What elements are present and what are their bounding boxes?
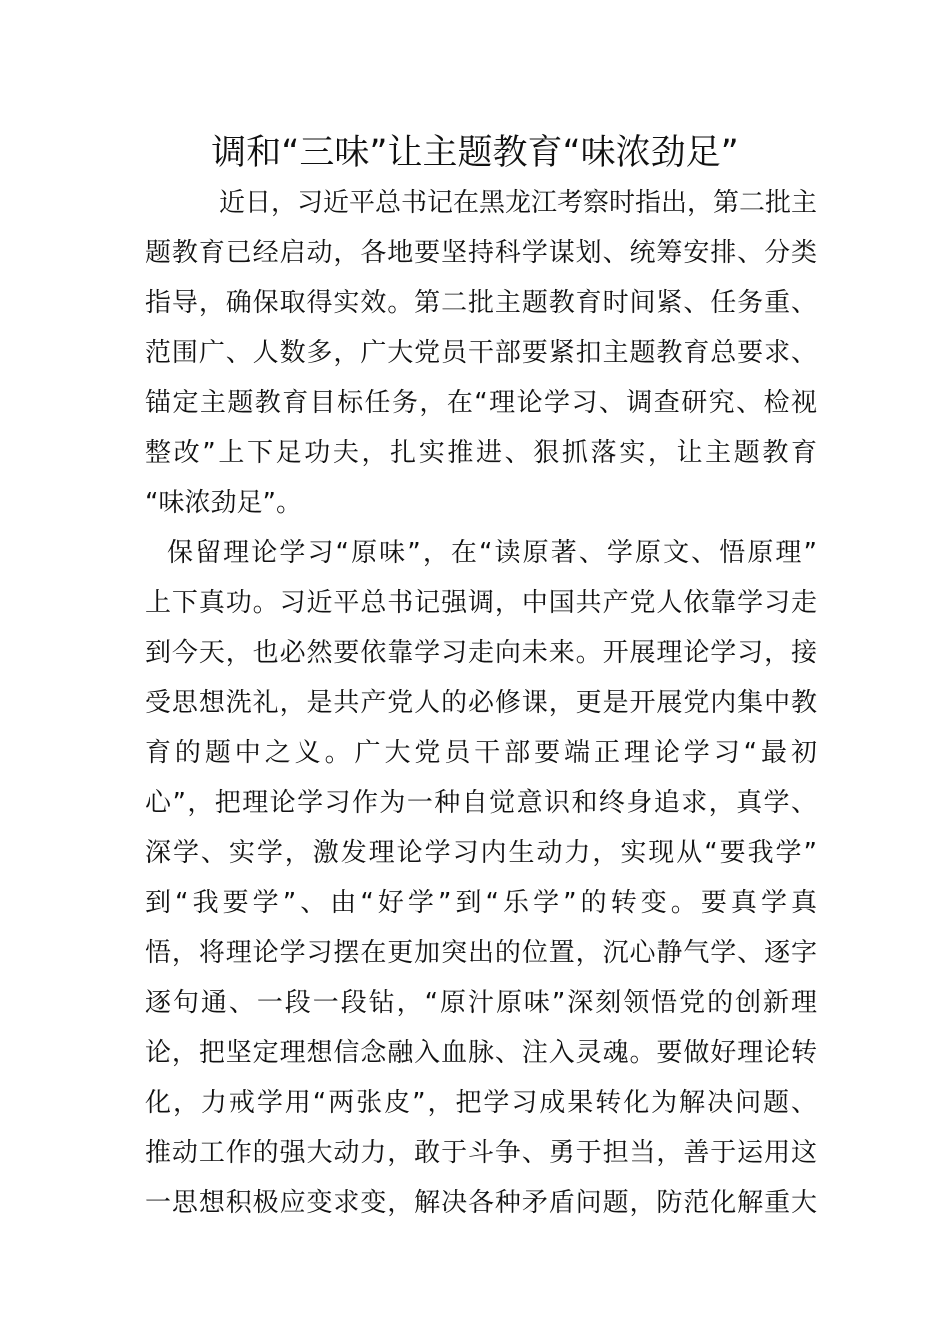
- text-line: 锚定主题教育目标任务，在“理论学习、调查研究、检视: [145, 388, 817, 418]
- text-line: 近日，习近平总书记在黑龙江考察时指出，第二批主: [219, 188, 818, 218]
- text-line: 指导，确保取得实效。第二批主题教育时间紧、任务重、: [145, 288, 817, 318]
- document-title: 调和“三味”让主题教育“味浓劲足”: [211, 133, 739, 173]
- text-line: 到“我要学”、由“好学”到“乐学”的转变。要真学真: [145, 888, 817, 918]
- text-line: 化，力戒学用“两张皮”，把学习成果转化为解决问题、: [145, 1088, 817, 1118]
- text-line: 心”，把理论学习作为一种自觉意识和终身追求，真学、: [145, 788, 817, 818]
- text-line: 保留理论学习“原味”，在“读原著、学原文、悟原理”: [167, 538, 817, 568]
- text-line: 悟，将理论学习摆在更加突出的位置，沉心静气学、逐字: [145, 938, 817, 968]
- text-line: “味浓劲足”。: [145, 488, 302, 518]
- text-line: 受思想洗礼，是共产党人的必修课，更是开展党内集中教: [145, 688, 817, 718]
- text-line: 题教育已经启动，各地要坚持科学谋划、统筹安排、分类: [145, 238, 817, 268]
- text-line: 整改”上下足功夫，扎实推进、狠抓落实，让主题教育: [145, 438, 817, 468]
- text-line: 逐句通、一段一段钻，“原汁原味”深刻领悟党的创新理: [145, 988, 817, 1018]
- paragraph-1: [145, 178, 817, 528]
- text-line: 深学、实学，激发理论学习内生动力，实现从“要我学”: [145, 838, 817, 868]
- text-line: 一思想积极应变求变，解决各种矛盾问题，防范化解重大: [145, 1188, 817, 1218]
- paragraph-2: [145, 528, 817, 1228]
- text-line: 范围广、人数多，广大党员干部要紧扣主题教育总要求、: [145, 338, 817, 368]
- text-line: 上下真功。习近平总书记强调，中国共产党人依靠学习走: [145, 588, 817, 618]
- text-line: 推动工作的强大动力，敢于斗争、勇于担当，善于运用这: [145, 1138, 817, 1168]
- text-line: 育的题中之义。广大党员干部要端正理论学习“最初: [145, 738, 817, 768]
- text-line: 到今天，也必然要依靠学习走向未来。开展理论学习，接: [145, 638, 817, 668]
- document-body: [145, 178, 817, 1228]
- text-line: 论，把坚定理想信念融入血脉、注入灵魂。要做好理论转: [145, 1038, 817, 1068]
